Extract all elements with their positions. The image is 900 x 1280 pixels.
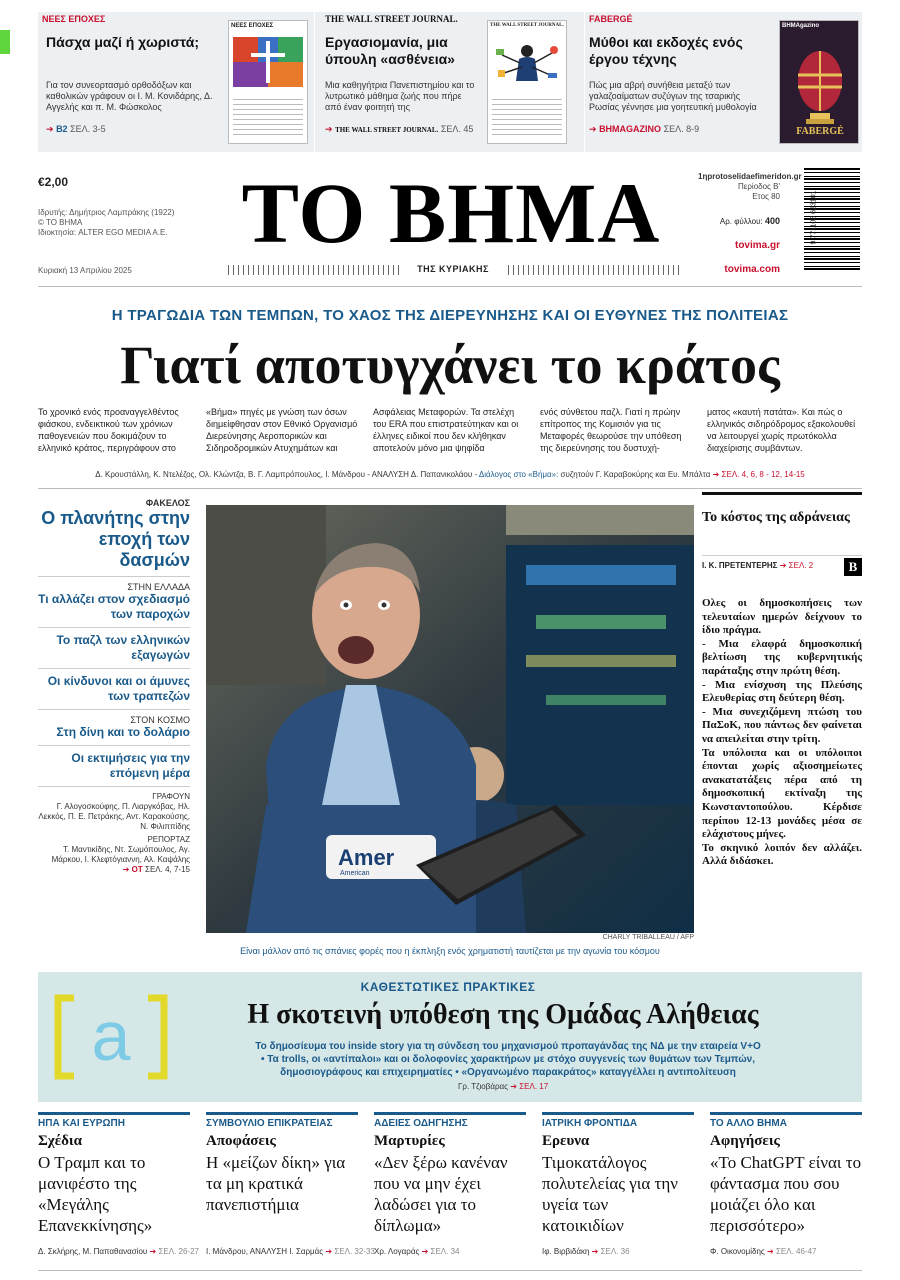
- barcode-number: 9 771108 623101: [810, 190, 818, 245]
- lead-text: ενός σύνθετου παζλ. Γιατί η πρώην επίτροπος της Κομισιόν για τις Μεταφορές θεωρούσε την υπόθεση της διερεύνησης του δυστυχή-: [540, 407, 682, 453]
- reports-list: Τ. Μαντικίδης, Ντ. Σωμόπουλος, Αγ. Μάρκου, Ι. Κλεφτόγιαννη, Αλ. Καψάλης: [51, 845, 190, 864]
- promo-kicker: FABERGÉ: [589, 14, 633, 24]
- decor-bars: [228, 265, 400, 275]
- multitasking-woman-icon: [492, 37, 562, 87]
- newspaper-logo[interactable]: ΤΟ ΒΗΜΑ: [241, 165, 661, 261]
- promo-easter[interactable]: [42, 12, 312, 152]
- story-title[interactable]: «Δεν ξέρω κανέναν που να μην έχει λαδώσει για το δίπλωμα»: [374, 1153, 508, 1235]
- faberge-egg-icon: [780, 35, 859, 135]
- feature-box[interactable]: [38, 972, 862, 1102]
- sheet-number: Αρ. φύλλου: 400: [719, 216, 780, 226]
- feature-kicker: ΚΑΘΕΣΤΩΤΙΚΕΣ ΠΡΑΚΤΙΚΕΣ: [360, 980, 536, 994]
- promo-ref: ➔ THE WALL STREET JOURNAL. ΣΕΛ. 45: [325, 124, 474, 134]
- bottom-story-other-vima[interactable]: [710, 1112, 862, 1262]
- dossier-item[interactable]: Στη δίνη και το δολάριο: [56, 725, 190, 739]
- lead-text: Ασφάλειας Μεταφορών. Τα στελέχη του ERA που επιστρατεύτηκαν και οι έλληνες ειδικοί που δεν κλήθηκαν αποτελούν μόνο μια ψηφίδα: [373, 407, 519, 453]
- dossier-ref: ➔ ΟΤ ΣΕΛ. 4, 7-15: [122, 865, 190, 874]
- barcode: [796, 168, 862, 276]
- logo-subtitle: ΤΗΣ ΚΥΡΙΑΚΗΣ: [417, 264, 489, 274]
- promo-body: Πώς μια αβρή συνήθεια μεταξύ των γαλαζοαίματων συζύγων της τσαρικής Ρωσίας γέννησε μια γοητευτική μυθολογία: [589, 80, 757, 112]
- trader-photo: [206, 505, 694, 933]
- website-link[interactable]: tovima.gr: [734, 240, 780, 251]
- promo-body: Για τον συνεορτασμό ορθοδόξων και καθολικών γράφουν οι Ι. Μ. Κονιδάρης, Δ. Αγγελής και π. Μ. Φώσκολος: [46, 80, 213, 112]
- easter-art-icon: [233, 37, 303, 87]
- story-byline: Φ. Οικονομίδης ➔ ΣΕΛ. 46-47: [710, 1247, 817, 1256]
- vima-b-icon: Β: [844, 558, 862, 576]
- story-kicker: ΙΑΤΡΙΚΗ ΦΡΟΝΤΙΔΑ: [542, 1118, 638, 1129]
- divider: [38, 286, 862, 287]
- dossier-item[interactable]: Τι αλλάζει στον σχεδιασμό των παροχών: [38, 592, 190, 621]
- founder-info: Ιδρυτής: Δημήτριος Λαμπράκης (1922) © ΤΟ ΒΗΜΑ Ιδιοκτησία: ALTER EGO MEDIA A.E.: [38, 208, 175, 237]
- story-kicker: ΗΠΑ ΚΑΙ ΕΥΡΩΠΗ: [38, 1118, 125, 1129]
- story-head: Αφηγήσεις: [710, 1133, 780, 1149]
- story-head: Αποφάσεις: [206, 1133, 276, 1149]
- story-title[interactable]: «Το ChatGPT είναι το φάντασμα που σου μοιάζει όλο και περισσότερο»: [710, 1153, 862, 1235]
- promo-kicker: THE WALL STREET JOURNAL.: [325, 14, 458, 24]
- main-headline[interactable]: Γιατί αποτυγχάνει το κράτος: [120, 335, 780, 395]
- dossier-item[interactable]: Οι εκτιμήσεις για την επόμενη μέρα: [71, 751, 190, 780]
- dossier-item[interactable]: Οι κίνδυνοι και οι άμυνες των τραπεζών: [47, 674, 190, 703]
- edge-marker: [0, 30, 10, 54]
- story-byline: Δ. Σκλήρης, Μ. Παπαθανασίου ➔ ΣΕΛ. 26-27: [38, 1247, 199, 1256]
- story-byline: Ιφ. Βιρβιδάκη ➔ ΣΕΛ. 36: [542, 1247, 630, 1256]
- photo-credit: CHARLY TRIBALLEAU / AFP: [602, 934, 694, 941]
- divider: [38, 1270, 862, 1271]
- opinion-title[interactable]: Το κόστος της αδράνειας: [702, 510, 850, 525]
- bracket-a-logo-icon: [52, 994, 170, 1080]
- promo-kicker: ΝΕΕΣ ΕΠΟΧΕΣ: [42, 14, 106, 24]
- promo-title: Εργασιομανία, μια ύπουλη «ασθένεια»: [325, 34, 455, 67]
- writers-list: Γ. Αλογοσκούφης, Π. Λιαργκόβας, Ηλ. Λεκκός, Π. Ε. Πετράκης, Αντ. Καρακούσης, Ν. Φιλιππίδης: [38, 802, 190, 831]
- top-promo-strip: [38, 12, 862, 152]
- story-byline: Χρ. Λογαράς ➔ ΣΕΛ. 34: [374, 1247, 460, 1256]
- lead-text: Το χρονικό ενός προαναγγελθέντος φιάσκου, ενδεικτικού των χρόνιων παθογενειών που δοκιμάζουν το ελληνικό κράτος, περιγράφουν στο: [38, 407, 179, 453]
- price: €2,00: [38, 175, 69, 189]
- issue-date: Κυριακή 13 Απριλίου 2025: [38, 266, 132, 275]
- promo-workaholism[interactable]: [314, 12, 586, 152]
- lead-text: ματος «καυτή πατάτα». Και πώς ο ελληνικός σιδηρόδρομος εξακολουθεί να λειτουργεί χωρίς πρωτόκολλα διαχείρισης συμβάντων.: [707, 407, 856, 453]
- story-kicker: ΣΥΜΒΟΥΛΙΟ ΕΠΙΚΡΑΤΕΙΑΣ: [206, 1118, 333, 1129]
- bottom-story-medical[interactable]: [542, 1112, 694, 1262]
- story-head: Ερευνα: [542, 1133, 590, 1149]
- main-byline: Δ. Κρουστάλλη, Κ. Ντελέζος, Ολ. Κλώντζα, Β. Γ. Λαμπρόπουλος, Ι. Μάνδρου - ΑΝΑΛΥΣΗ Δ. Παπανικολάου - Διάλογος στο «Βήμα»: συζητούν Γ. Καραβοκύρης και Ευ. Μπάλτα ➔ ΣΕΛ. 4, 6, 8 - 12, 14-15: [95, 470, 805, 479]
- dossier-item[interactable]: Το παζλ των ελληνικών εξαγωγών: [56, 633, 190, 662]
- promo-title: Μύθοι και εκδοχές ενός έργου τέχνης: [589, 34, 743, 67]
- decor-bars: [508, 265, 680, 275]
- website-link[interactable]: tovima.com: [724, 264, 780, 275]
- stock-trader-image: [206, 505, 694, 933]
- story-title[interactable]: Η «μείζων δίκη» για τα μη κρατικά πανεπιστήμια: [206, 1153, 346, 1214]
- photo-caption: Είναι μάλλον από τις σπάνιες φορές που η έκπληξη ενός χρηματιστή ταυτίζεται με την αγωνία του κόσμου: [240, 946, 660, 956]
- divider: [38, 488, 862, 489]
- promo-faberge[interactable]: [584, 12, 862, 152]
- section-kicker: ΣΤΗΝ ΕΛΛΑΔΑ: [127, 582, 190, 592]
- badge-text: Amer: [338, 845, 395, 870]
- svg-text:a: a: [91, 997, 131, 1075]
- reports-label: ΡΕΠΟΡΤΑΖ: [147, 835, 190, 844]
- story-title[interactable]: Ο Τραμπ και το μανιφέστο της «Μεγάλης Επανεκκίνησης»: [38, 1153, 153, 1235]
- promo-thumbnail: ΝΕΕΣ ΕΠΟΧΕΣ: [228, 20, 308, 144]
- promo-body: Μια καθηγήτρια Πανεπιστημίου και το λυτρωτικό μάθημα ζωής που πήρε από έναν φοιτητή της: [325, 80, 475, 112]
- feature-byline: Γρ. Τζιοβάρας ➔ ΣΕΛ. 17: [458, 1082, 549, 1091]
- promo-ref: ➔ Β2 ΣΕΛ. 3-5: [46, 124, 106, 134]
- lead-text: «Βήμα» πηγές με γνώση των όσων διημείφθησαν στον Εθνικό Οργανισμό Διερεύνησης Αεροπορικών και Σιδηροδρομικών Ατυχημάτων και: [206, 407, 358, 453]
- dossier-title[interactable]: Ο πλανήτης στην εποχή των δασμών: [41, 508, 190, 570]
- feature-subtitle: Το δημοσίευμα του inside story για τη σύνδεση του μηχανισμού προπαγάνδας της ΝΔ με την εταιρεία V+O • Τα trolls, οι «αντίπαλοι» και οι δολοφονίες χαρακτήρων με στόχο συγγενείς των θυμάτων των Τεμπών, δημοσιογράφους και επιχειρηματίες • «Οργανωμένο παρακράτος» καταγγέλλει η αντιπολίτευση: [255, 1041, 761, 1078]
- story-head: Σχέδια: [38, 1133, 82, 1149]
- edition-info: 1ηprotoselidaefimeridon.gr Περίοδος Β' Ετος 80: [698, 172, 802, 201]
- main-kicker: Η ΤΡΑΓΩΔΙΑ ΤΩΝ ΤΕΜΠΩΝ, ΤΟ ΧΑΟΣ ΤΗΣ ΔΙΕΡΕΥΝΗΣΗΣ ΚΑΙ ΟΙ ΕΥΘΥΝΕΣ ΤΗΣ ΠΟΛΙΤΕΙΑΣ: [111, 307, 789, 324]
- story-kicker: ΤΟ ΑΛΛΟ ΒΗΜΑ: [710, 1118, 787, 1129]
- feature-title[interactable]: Η σκοτεινή υπόθεση της Ομάδας Αλήθειας: [247, 999, 759, 1030]
- dossier-kicker: ΦΑΚΕΛΟΣ: [145, 498, 190, 508]
- story-title[interactable]: Τιμοκατάλογος πολυτελείας για την υγεία των κατοικιδίων: [542, 1153, 678, 1235]
- svg-text:American: American: [340, 870, 370, 877]
- story-byline: Ι. Μάνδρου, ΑΝΑΛΥΣΗ Ι. Σαρμάς ➔ ΣΕΛ. 32-33: [206, 1247, 375, 1256]
- opinion-column: [702, 492, 862, 869]
- bottom-story-council[interactable]: [206, 1112, 375, 1262]
- story-head: Μαρτυρίες: [374, 1133, 445, 1149]
- promo-title: Πάσχα μαζί ή χωριστά;: [46, 34, 200, 50]
- tariffs-dossier: [38, 498, 190, 875]
- promo-ref: ➔ ΒΗΜAGAZINO ΣΕΛ. 8-9: [589, 124, 700, 134]
- bottom-story-usa-europe[interactable]: [38, 1112, 199, 1262]
- bottom-story-licenses[interactable]: [374, 1112, 526, 1262]
- opinion-author: Ι. Κ. ΠΡΕΤΕΝΤΕΡΗΣ ➔ ΣΕΛ. 2 Β: [702, 555, 862, 571]
- section-kicker: ΣΤΟΝ ΚΟΣΜΟ: [130, 715, 190, 725]
- opinion-body: Ολες οι δημοσκοπήσεις των τελευταίων ημερών δείχνουν το ίδιο πράγμα. - Μια ελαφρά δημοσκοπική βελτίωση της κυβερνητικής παράταξης στην πρώτη θέση. - Μια ενίσχυση της Πλεύσης Ελευθερίας στη δεύτερη θέση. - Μια συνεχιζόμενη πτώση του ΠαΣοΚ, που πάντως δεν φαίνεται να απειλείται στην τρίτη. Τα υπόλοιπα και οι υπόλοιποι έπονται χωρίς αξιοσημείωτες ανακατατάξεις πέρα από τη δημοσκοπική εκτίναξη της Κωνσταντοπούλου. Κέρδισε περίπου 12-13 μονάδες μέσα σε ελάχιστους μήνες. Το σκηνικό λοιπόν δεν αλλάζει. Αλλά διδάσκει.: [702, 597, 862, 868]
- promo-thumbnail: THE WALL STREET JOURNAL.: [487, 20, 567, 144]
- writers-label: ΓΡΑΦΟΥΝ: [152, 792, 190, 801]
- story-kicker: ΑΔΕΙΕΣ ΟΔΗΓΗΣΗΣ: [374, 1118, 468, 1129]
- promo-thumbnail: BHMAgazino FABERGÉ: [779, 20, 859, 144]
